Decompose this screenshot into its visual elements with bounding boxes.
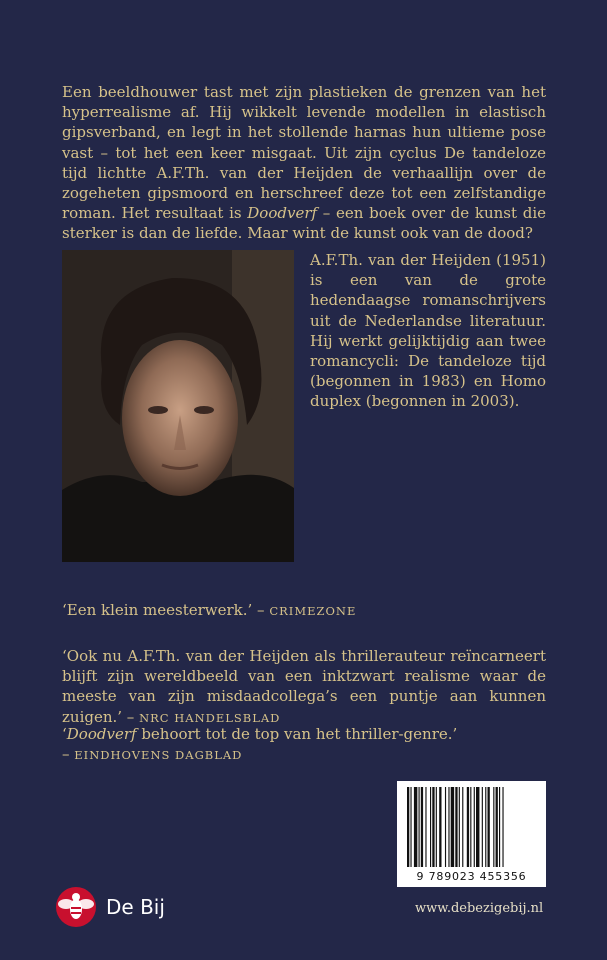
- barcode-bar: [432, 787, 434, 867]
- blurb-book-title: Doodverf: [247, 204, 318, 223]
- barcode-bar: [436, 787, 437, 867]
- barcode-bar: [430, 787, 431, 867]
- barcode-bar: [459, 787, 460, 867]
- barcode-bar: [502, 787, 503, 867]
- publisher-name: De Bij: [106, 895, 165, 919]
- barcode-bar: [421, 787, 423, 867]
- review-quote-1: [62, 600, 546, 621]
- quote-source: NRC HANDELSBLAD: [139, 710, 281, 725]
- quote-text: behoort tot de top van het thriller-genre.’: [136, 725, 458, 743]
- publisher-website[interactable]: www.debezigebij.nl: [415, 901, 544, 916]
- barcode-bar: [462, 787, 463, 867]
- barcode-bar: [414, 787, 417, 867]
- barcode-bar: [419, 787, 420, 867]
- barcode-bar: [467, 787, 469, 867]
- barcode-bar: [499, 787, 500, 867]
- barcode-bar: [425, 787, 426, 867]
- barcode-bar: [488, 787, 490, 867]
- quote-open-mark: ‘: [62, 725, 67, 743]
- quote-book-title: Doodverf: [66, 725, 137, 743]
- barcode-bar: [451, 787, 454, 867]
- quote-source: EINDHOVENS DAGBLAD: [74, 748, 243, 763]
- blurb-text-1: Een beeldhouwer tast met zijn plastieken de grenzen van het hyperrealisme af. Hij wikkelt levende modellen in elastisch gipsverband, en legt in het stollende harnas hun ultieme pose vast – tot het een keer misgaat. Uit zijn cyclus De tandeloze tijd lichtte A.F.Th. van der Heijden de verhaallijn over de zogeheten gipsmoord en herschreef deze tot een zelfstandige roman. Het resultaat is: [62, 83, 546, 223]
- barcode-bar: [485, 787, 486, 867]
- barcode-bar: [474, 787, 475, 867]
- back-cover-blurb: [62, 82, 546, 244]
- barcode-bar: [470, 787, 471, 867]
- review-quote-2: [62, 646, 546, 728]
- barcode-bars: [405, 787, 538, 867]
- barcode-bar: [448, 787, 449, 867]
- review-quote-3: [62, 724, 546, 765]
- barcode-bar: [407, 787, 409, 867]
- barcode-bar: [445, 787, 446, 867]
- quote-dash: –: [62, 745, 75, 764]
- barcode-bar: [476, 787, 479, 867]
- barcode-bar: [439, 787, 441, 867]
- bee-icon: [54, 886, 98, 928]
- barcode-bar: [410, 787, 411, 867]
- blurb-text-2: – een boek over de kunst die sterker is dan de liefde. Maar wint de kunst ook van de dood?: [62, 204, 546, 243]
- publisher-logo: [54, 886, 165, 928]
- quote-source: CRIMEZONE: [269, 604, 357, 618]
- author-photo: [62, 250, 294, 562]
- author-bio: A.F.Th. van der Heijden (1951) is een van de grote hedendaagse romanschrijvers uit de Nederlandse literatuur. Hij werkt gelijktijdig aan twee romancycli: De tandeloze tijd (begonnen in 1983) en Homo duplex (begonnen in 2003).: [310, 251, 546, 411]
- barcode-bar: [482, 787, 483, 867]
- barcode-bar: [493, 787, 494, 867]
- barcode-digits: 9 789023 455356: [416, 870, 527, 883]
- barcode-bar: [455, 787, 457, 867]
- quote-text: ‘Een klein meesterwerk.’ –: [62, 601, 270, 619]
- isbn-barcode: [397, 781, 546, 887]
- quote-text: ‘Ook nu A.F.Th. van der Heijden als thrillerauteur reïncarneert blijft zijn wereldbeeld van een inktzwart realisme waar de meeste van zijn misdaadcollega’s een puntje aan kunnen zuigen.’ –: [62, 647, 546, 726]
- barcode-bar: [496, 787, 498, 867]
